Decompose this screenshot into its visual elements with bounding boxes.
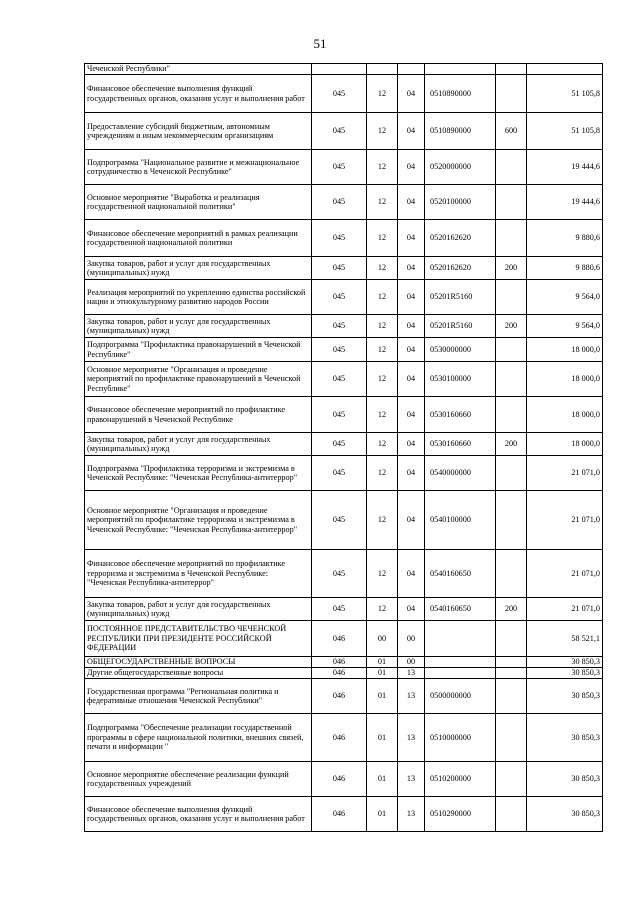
cell-expense-type-code: [496, 491, 527, 550]
cell-target-article-code: 0530000000: [425, 338, 496, 362]
cell-section-code: 12: [367, 185, 398, 220]
cell-target-article-code: 0520162620: [425, 220, 496, 257]
cell-amount: 9 880,6: [527, 257, 603, 280]
cell-row-name: Другие общегосударственные вопросы: [85, 668, 312, 679]
cell-expense-type-code: [496, 75, 527, 113]
cell-ministry-code: 045: [312, 315, 367, 338]
cell-expense-type-code: 200: [496, 433, 527, 456]
cell-section-code: 01: [367, 762, 398, 797]
table-row: [85, 797, 603, 832]
cell-target-article-code: 0510000000: [425, 714, 496, 762]
cell-subsection-code: [398, 64, 425, 75]
table-row: [85, 657, 603, 668]
cell-expense-type-code: [496, 797, 527, 832]
table-row: [85, 397, 603, 433]
cell-expense-type-code: [496, 220, 527, 257]
cell-ministry-code: 045: [312, 491, 367, 550]
cell-section-code: 12: [367, 75, 398, 113]
cell-subsection-code: 13: [398, 797, 425, 832]
cell-amount: 51 105,8: [527, 113, 603, 150]
cell-ministry-code: 045: [312, 185, 367, 220]
cell-amount: 21 071,0: [527, 550, 603, 598]
table-row: [85, 280, 603, 315]
cell-ministry-code: 045: [312, 397, 367, 433]
cell-expense-type-code: [496, 762, 527, 797]
cell-target-article-code: 0540160650: [425, 598, 496, 621]
cell-section-code: [367, 64, 398, 75]
cell-row-name: Основное мероприятие "Организация и проведение мероприятий по профилактике правонарушений в Чеченской Республике": [85, 362, 312, 397]
cell-row-name: Финансовое обеспечение выполнения функций государственных органов, оказания услуг и выполнения работ: [85, 797, 312, 832]
cell-ministry-code: 045: [312, 280, 367, 315]
cell-expense-type-code: [496, 64, 527, 75]
cell-amount: 58 521,1: [527, 621, 603, 657]
cell-subsection-code: 13: [398, 714, 425, 762]
table-row: [85, 64, 603, 75]
cell-row-name: Финансовое обеспечение мероприятий по профилактике правонарушений в Чеченской Республике: [85, 397, 312, 433]
cell-section-code: 12: [367, 433, 398, 456]
cell-target-article-code: [425, 621, 496, 657]
cell-ministry-code: 045: [312, 113, 367, 150]
table-row: [85, 762, 603, 797]
cell-expense-type-code: 200: [496, 315, 527, 338]
cell-section-code: 12: [367, 397, 398, 433]
cell-target-article-code: 0500000000: [425, 679, 496, 714]
cell-subsection-code: 04: [398, 280, 425, 315]
cell-subsection-code: 04: [398, 257, 425, 280]
cell-section-code: 12: [367, 491, 398, 550]
cell-subsection-code: 04: [398, 113, 425, 150]
cell-row-name: Государственная программа "Региональная политика и федеративные отношения Чеченской Республики": [85, 679, 312, 714]
cell-section-code: 12: [367, 113, 398, 150]
cell-expense-type-code: [496, 621, 527, 657]
cell-ministry-code: 046: [312, 714, 367, 762]
cell-ministry-code: 045: [312, 150, 367, 185]
cell-row-name: Основное мероприятие "Выработка и реализация государственной национальной политики": [85, 185, 312, 220]
cell-amount: [527, 64, 603, 75]
cell-ministry-code: 046: [312, 657, 367, 668]
budget-table: [84, 63, 603, 832]
cell-row-name: Закупка товаров, работ и услуг для государственных (муниципальных) нужд: [85, 433, 312, 456]
cell-section-code: 12: [367, 257, 398, 280]
cell-expense-type-code: [496, 657, 527, 668]
cell-expense-type-code: 200: [496, 598, 527, 621]
cell-ministry-code: 045: [312, 433, 367, 456]
cell-amount: 30 850,3: [527, 797, 603, 832]
table-row: [85, 315, 603, 338]
cell-section-code: 01: [367, 679, 398, 714]
cell-subsection-code: 04: [398, 220, 425, 257]
cell-target-article-code: 0530100000: [425, 362, 496, 397]
cell-amount: 9 564,0: [527, 315, 603, 338]
cell-ministry-code: 045: [312, 362, 367, 397]
cell-row-name: Финансовое обеспечение мероприятий в рамках реализации государственной национальной политики: [85, 220, 312, 257]
cell-target-article-code: 0520000000: [425, 150, 496, 185]
cell-amount: 18 000,0: [527, 433, 603, 456]
cell-expense-type-code: [496, 714, 527, 762]
cell-target-article-code: 0510890000: [425, 75, 496, 113]
cell-amount: 18 000,0: [527, 362, 603, 397]
cell-subsection-code: 00: [398, 621, 425, 657]
cell-row-name: Закупка товаров, работ и услуг для государственных (муниципальных) нужд: [85, 598, 312, 621]
table-row: [85, 679, 603, 714]
cell-expense-type-code: 200: [496, 257, 527, 280]
table-row: [85, 456, 603, 491]
table-row: [85, 75, 603, 113]
cell-row-name: Финансовое обеспечение мероприятий по профилактике терроризма и экстремизма в Чеченской Республике: "Чеченская Республика-антитеррор": [85, 550, 312, 598]
cell-row-name: Подпрограмма "Национальное развитие и межнациональное сотрудничество в Чеченской Республике": [85, 150, 312, 185]
table-row: [85, 550, 603, 598]
cell-amount: 9 880,6: [527, 220, 603, 257]
cell-subsection-code: 04: [398, 338, 425, 362]
cell-row-name: Чеченской Республики": [85, 64, 312, 75]
table-row: [85, 668, 603, 679]
cell-subsection-code: 04: [398, 397, 425, 433]
cell-amount: 19 444,6: [527, 150, 603, 185]
cell-row-name: Основное мероприятие "Организация и проведение мероприятий по профилактике терроризма и экстремизма в Чеченской Республике: "Чеченская Республика-антитеррор": [85, 491, 312, 550]
cell-row-name: Закупка товаров, работ и услуг для государственных (муниципальных) нужд: [85, 315, 312, 338]
cell-amount: 51 105,8: [527, 75, 603, 113]
cell-expense-type-code: [496, 338, 527, 362]
cell-expense-type-code: [496, 668, 527, 679]
cell-amount: 19 444,6: [527, 185, 603, 220]
cell-section-code: 00: [367, 621, 398, 657]
cell-subsection-code: 04: [398, 315, 425, 338]
cell-target-article-code: 0530160660: [425, 397, 496, 433]
cell-amount: 21 071,0: [527, 491, 603, 550]
table-row: [85, 621, 603, 657]
cell-amount: 30 850,3: [527, 657, 603, 668]
cell-row-name: Финансовое обеспечение выполнения функций государственных органов, оказания услуг и выполнения работ: [85, 75, 312, 113]
cell-row-name: Закупка товаров, работ и услуг для государственных (муниципальных) нужд: [85, 257, 312, 280]
cell-subsection-code: 04: [398, 456, 425, 491]
cell-subsection-code: 04: [398, 150, 425, 185]
cell-section-code: 12: [367, 338, 398, 362]
cell-amount: 21 071,0: [527, 456, 603, 491]
cell-row-name: ОБЩЕГОСУДАРСТВЕННЫЕ ВОПРОСЫ: [85, 657, 312, 668]
cell-target-article-code: [425, 64, 496, 75]
cell-target-article-code: 0510200000: [425, 762, 496, 797]
table-row: [85, 598, 603, 621]
cell-subsection-code: 13: [398, 679, 425, 714]
cell-amount: 30 850,3: [527, 714, 603, 762]
cell-expense-type-code: [496, 362, 527, 397]
cell-subsection-code: 04: [398, 185, 425, 220]
table-row: [85, 714, 603, 762]
cell-subsection-code: 04: [398, 362, 425, 397]
cell-section-code: 01: [367, 797, 398, 832]
budget-table-body: [85, 64, 603, 832]
table-row: [85, 257, 603, 280]
cell-ministry-code: 046: [312, 668, 367, 679]
cell-amount: 21 071,0: [527, 598, 603, 621]
cell-subsection-code: 04: [398, 75, 425, 113]
cell-expense-type-code: 600: [496, 113, 527, 150]
cell-subsection-code: 04: [398, 550, 425, 598]
cell-expense-type-code: [496, 150, 527, 185]
cell-target-article-code: 0520100000: [425, 185, 496, 220]
cell-ministry-code: 045: [312, 550, 367, 598]
cell-amount: 18 000,0: [527, 338, 603, 362]
table-row: [85, 220, 603, 257]
cell-section-code: 01: [367, 657, 398, 668]
cell-subsection-code: 04: [398, 598, 425, 621]
cell-row-name: Подпрограмма "Профилактика правонарушений в Чеченской Республике": [85, 338, 312, 362]
table-row: [85, 185, 603, 220]
cell-amount: 30 850,3: [527, 668, 603, 679]
cell-subsection-code: 13: [398, 762, 425, 797]
table-row: [85, 362, 603, 397]
cell-ministry-code: 045: [312, 257, 367, 280]
cell-row-name: Основное мероприятие обеспечение реализации функций государственных учреждений: [85, 762, 312, 797]
table-row: [85, 338, 603, 362]
cell-target-article-code: 0540160650: [425, 550, 496, 598]
cell-section-code: 12: [367, 362, 398, 397]
page-number: 51: [313, 36, 327, 51]
table-row: [85, 150, 603, 185]
cell-ministry-code: 045: [312, 220, 367, 257]
cell-subsection-code: 00: [398, 657, 425, 668]
cell-target-article-code: 05201R5160: [425, 315, 496, 338]
cell-section-code: 12: [367, 598, 398, 621]
cell-amount: 9 564,0: [527, 280, 603, 315]
cell-subsection-code: 04: [398, 491, 425, 550]
cell-section-code: 01: [367, 668, 398, 679]
cell-ministry-code: 046: [312, 621, 367, 657]
cell-ministry-code: 046: [312, 762, 367, 797]
cell-ministry-code: 046: [312, 679, 367, 714]
cell-amount: 18 000,0: [527, 397, 603, 433]
cell-ministry-code: 045: [312, 75, 367, 113]
cell-ministry-code: 045: [312, 598, 367, 621]
cell-expense-type-code: [496, 280, 527, 315]
cell-ministry-code: 045: [312, 456, 367, 491]
cell-subsection-code: 04: [398, 433, 425, 456]
cell-section-code: 12: [367, 280, 398, 315]
cell-ministry-code: 046: [312, 797, 367, 832]
cell-subsection-code: 13: [398, 668, 425, 679]
cell-row-name: Предоставление субсидий бюджетным, автономным учреждениям и иным некоммерческим организациям: [85, 113, 312, 150]
cell-ministry-code: 045: [312, 338, 367, 362]
cell-row-name: Подпрограмма "Обеспечение реализации государственной программы в сфере национальной политики, внешних связей, печати и информации ": [85, 714, 312, 762]
table-row: [85, 491, 603, 550]
cell-target-article-code: 0530160660: [425, 433, 496, 456]
cell-section-code: 12: [367, 550, 398, 598]
cell-row-name: Подпрограмма "Профилактика терроризма и экстремизма в Чеченской Республике: "Чеченская Республика-антитеррор": [85, 456, 312, 491]
cell-expense-type-code: [496, 456, 527, 491]
cell-section-code: 12: [367, 220, 398, 257]
cell-expense-type-code: [496, 679, 527, 714]
cell-expense-type-code: [496, 550, 527, 598]
cell-amount: 30 850,3: [527, 762, 603, 797]
cell-target-article-code: 0520162620: [425, 257, 496, 280]
table-row: [85, 113, 603, 150]
cell-target-article-code: [425, 657, 496, 668]
cell-ministry-code: [312, 64, 367, 75]
cell-target-article-code: 05201R5160: [425, 280, 496, 315]
cell-amount: 30 850,3: [527, 679, 603, 714]
cell-expense-type-code: [496, 185, 527, 220]
cell-section-code: 12: [367, 456, 398, 491]
cell-target-article-code: 0540000000: [425, 456, 496, 491]
cell-section-code: 12: [367, 315, 398, 338]
table-row: [85, 433, 603, 456]
cell-target-article-code: 0510890000: [425, 113, 496, 150]
cell-expense-type-code: [496, 397, 527, 433]
cell-section-code: 01: [367, 714, 398, 762]
cell-target-article-code: 0540100000: [425, 491, 496, 550]
cell-target-article-code: 0510290000: [425, 797, 496, 832]
cell-section-code: 12: [367, 150, 398, 185]
cell-row-name: Реализация мероприятий по укреплению единства российской нации и этнокультурному развитию народов России: [85, 280, 312, 315]
cell-target-article-code: [425, 668, 496, 679]
cell-row-name: ПОСТОЯННОЕ ПРЕДСТАВИТЕЛЬСТВО ЧЕЧЕНСКОЙ РЕСПУБЛИКИ ПРИ ПРЕЗИДЕНТЕ РОССИЙСКОЙ ФЕДЕРАЦИИ: [85, 621, 312, 657]
